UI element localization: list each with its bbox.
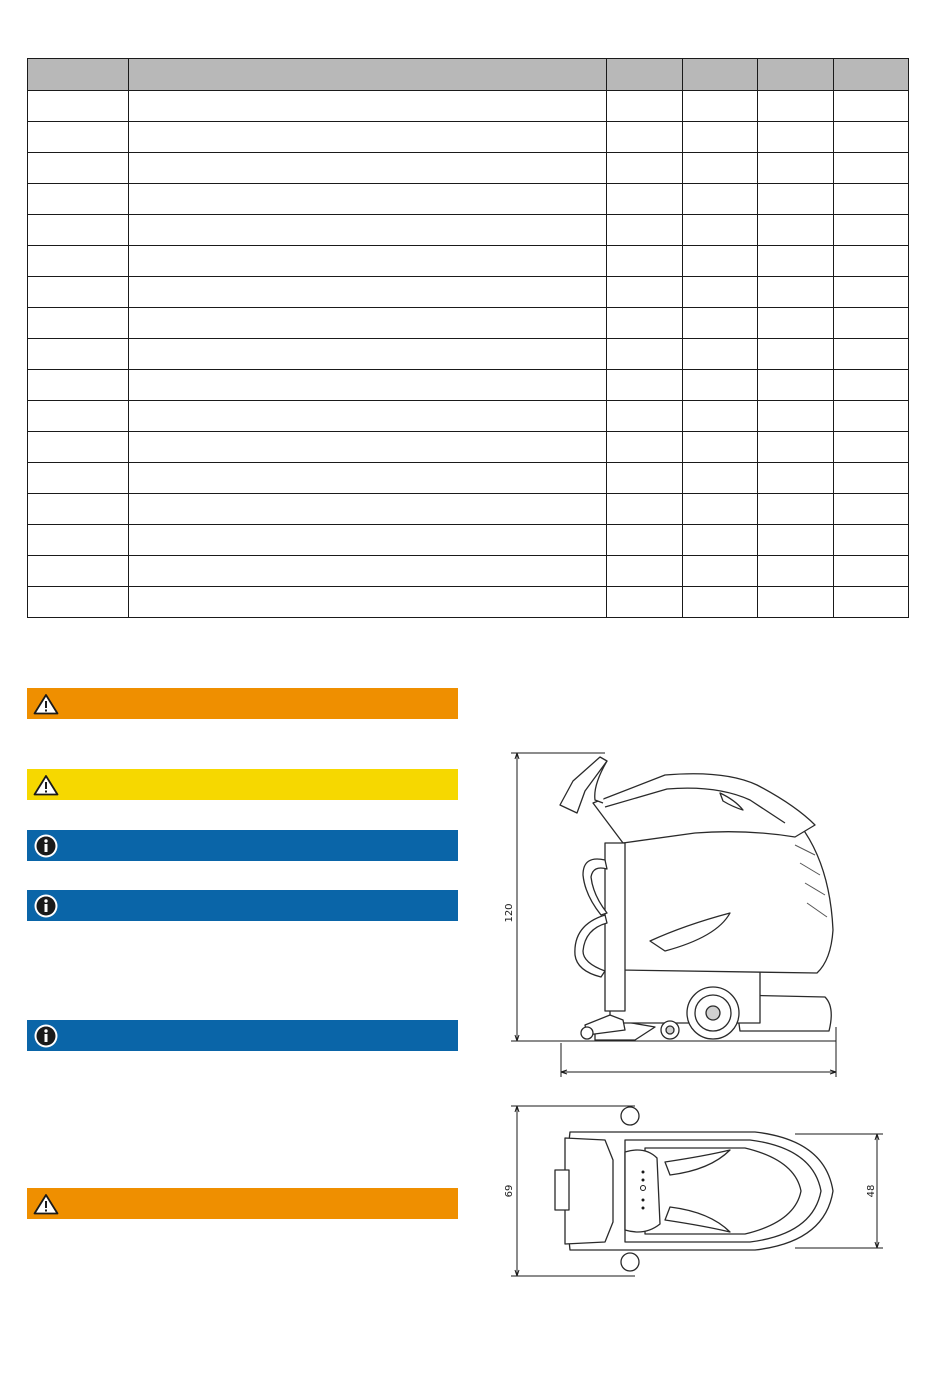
table-cell (28, 525, 129, 556)
info-circle-icon (32, 893, 60, 919)
table-cell (683, 215, 758, 246)
table-cell (758, 494, 834, 525)
table-cell (28, 215, 129, 246)
table-cell (683, 246, 758, 277)
table-cell (683, 432, 758, 463)
table-row (28, 153, 909, 184)
table-cell (28, 122, 129, 153)
table-cell (129, 432, 607, 463)
table-cell (28, 432, 129, 463)
machine-side-view-drawing (495, 745, 855, 1080)
table-cell (758, 153, 834, 184)
table-row (28, 91, 909, 122)
table-cell (28, 277, 129, 308)
table-cell (683, 494, 758, 525)
info-circle-icon (32, 833, 60, 859)
table-cell (607, 153, 683, 184)
machine-top-view-drawing (495, 1100, 895, 1290)
table-cell (129, 494, 607, 525)
body-width-dimension-label: 48 (866, 1184, 877, 1198)
table-cell (758, 587, 834, 618)
table-cell (607, 246, 683, 277)
table-cell (758, 432, 834, 463)
table-cell (129, 91, 607, 122)
table-row (28, 556, 909, 587)
table-cell (683, 401, 758, 432)
table-cell (758, 339, 834, 370)
danger-notice-bar (27, 1188, 458, 1219)
danger-notice-bar (27, 688, 458, 719)
table-cell (683, 277, 758, 308)
table-cell (129, 463, 607, 494)
table-cell (683, 184, 758, 215)
table-cell (683, 463, 758, 494)
table-cell (28, 91, 129, 122)
table-row (28, 246, 909, 277)
width-dimension-label: 69 (504, 1184, 515, 1198)
table-cell (834, 308, 909, 339)
table-cell (607, 308, 683, 339)
table-cell (758, 184, 834, 215)
table-cell (607, 401, 683, 432)
table-row (28, 122, 909, 153)
table-cell (28, 370, 129, 401)
table-cell (607, 277, 683, 308)
table-header-cell (683, 59, 758, 91)
table-row (28, 463, 909, 494)
table-row (28, 432, 909, 463)
table-cell (834, 215, 909, 246)
table-cell (129, 122, 607, 153)
table-cell (834, 525, 909, 556)
table-cell (28, 153, 129, 184)
info-circle-icon (32, 1023, 60, 1049)
table-cell (607, 215, 683, 246)
table-header-cell (607, 59, 683, 91)
table-cell (834, 246, 909, 277)
table-row (28, 277, 909, 308)
table-cell (129, 184, 607, 215)
table-cell (28, 339, 129, 370)
table-cell (607, 587, 683, 618)
table-cell (834, 184, 909, 215)
table-cell (607, 525, 683, 556)
table-cell (28, 494, 129, 525)
table-cell (129, 401, 607, 432)
info-notice-bar (27, 890, 458, 921)
table-row (28, 401, 909, 432)
table-row (28, 370, 909, 401)
table-row (28, 215, 909, 246)
table-cell (683, 525, 758, 556)
table-cell (28, 401, 129, 432)
table-cell (834, 494, 909, 525)
table-cell (607, 432, 683, 463)
table-row (28, 308, 909, 339)
table-cell (607, 122, 683, 153)
table-cell (129, 308, 607, 339)
table-cell (607, 370, 683, 401)
warning-triangle-icon (32, 691, 60, 717)
table-row (28, 494, 909, 525)
table-cell (683, 587, 758, 618)
table-cell (129, 370, 607, 401)
table-cell (758, 277, 834, 308)
table-cell (758, 401, 834, 432)
table-cell (129, 215, 607, 246)
table-cell (834, 153, 909, 184)
table-cell (607, 556, 683, 587)
table-cell (758, 525, 834, 556)
table-cell (129, 277, 607, 308)
table-cell (758, 246, 834, 277)
table-cell (607, 339, 683, 370)
table-cell (834, 463, 909, 494)
table-header-row (28, 59, 909, 91)
table-cell (129, 246, 607, 277)
table-cell (129, 153, 607, 184)
table-cell (683, 370, 758, 401)
table-cell (683, 556, 758, 587)
table-cell (129, 556, 607, 587)
table-cell (834, 556, 909, 587)
table-cell (834, 277, 909, 308)
table-cell (28, 308, 129, 339)
table-cell (758, 370, 834, 401)
table-cell (758, 308, 834, 339)
table-cell (683, 122, 758, 153)
height-dimension-label: 120 (504, 903, 515, 923)
table-cell (683, 153, 758, 184)
table-cell (129, 339, 607, 370)
table-cell (834, 370, 909, 401)
table-header-cell (758, 59, 834, 91)
table-cell (683, 91, 758, 122)
table-cell (28, 184, 129, 215)
info-notice-bar (27, 830, 458, 861)
table-cell (834, 432, 909, 463)
table-cell (758, 215, 834, 246)
table-cell (28, 463, 129, 494)
table-cell (607, 463, 683, 494)
specification-table (27, 58, 909, 618)
table-cell (129, 587, 607, 618)
table-cell (28, 246, 129, 277)
table-cell (834, 401, 909, 432)
table-header-cell (834, 59, 909, 91)
table-cell (758, 463, 834, 494)
warning-triangle-icon (32, 772, 60, 798)
table-cell (758, 91, 834, 122)
table-cell (758, 556, 834, 587)
warning-triangle-icon (32, 1191, 60, 1217)
table-header-cell (28, 59, 129, 91)
table-row (28, 184, 909, 215)
table-row (28, 587, 909, 618)
table-row (28, 339, 909, 370)
table-cell (834, 587, 909, 618)
table-cell (683, 308, 758, 339)
table-cell (129, 525, 607, 556)
table-header-cell (129, 59, 607, 91)
table-cell (834, 122, 909, 153)
table-cell (834, 339, 909, 370)
table-cell (28, 556, 129, 587)
table-cell (683, 339, 758, 370)
table-cell (28, 587, 129, 618)
table-cell (607, 494, 683, 525)
table-cell (607, 91, 683, 122)
table-cell (758, 122, 834, 153)
table-row (28, 525, 909, 556)
table-cell (607, 184, 683, 215)
caution-notice-bar (27, 769, 458, 800)
table-cell (834, 91, 909, 122)
info-notice-bar (27, 1020, 458, 1051)
